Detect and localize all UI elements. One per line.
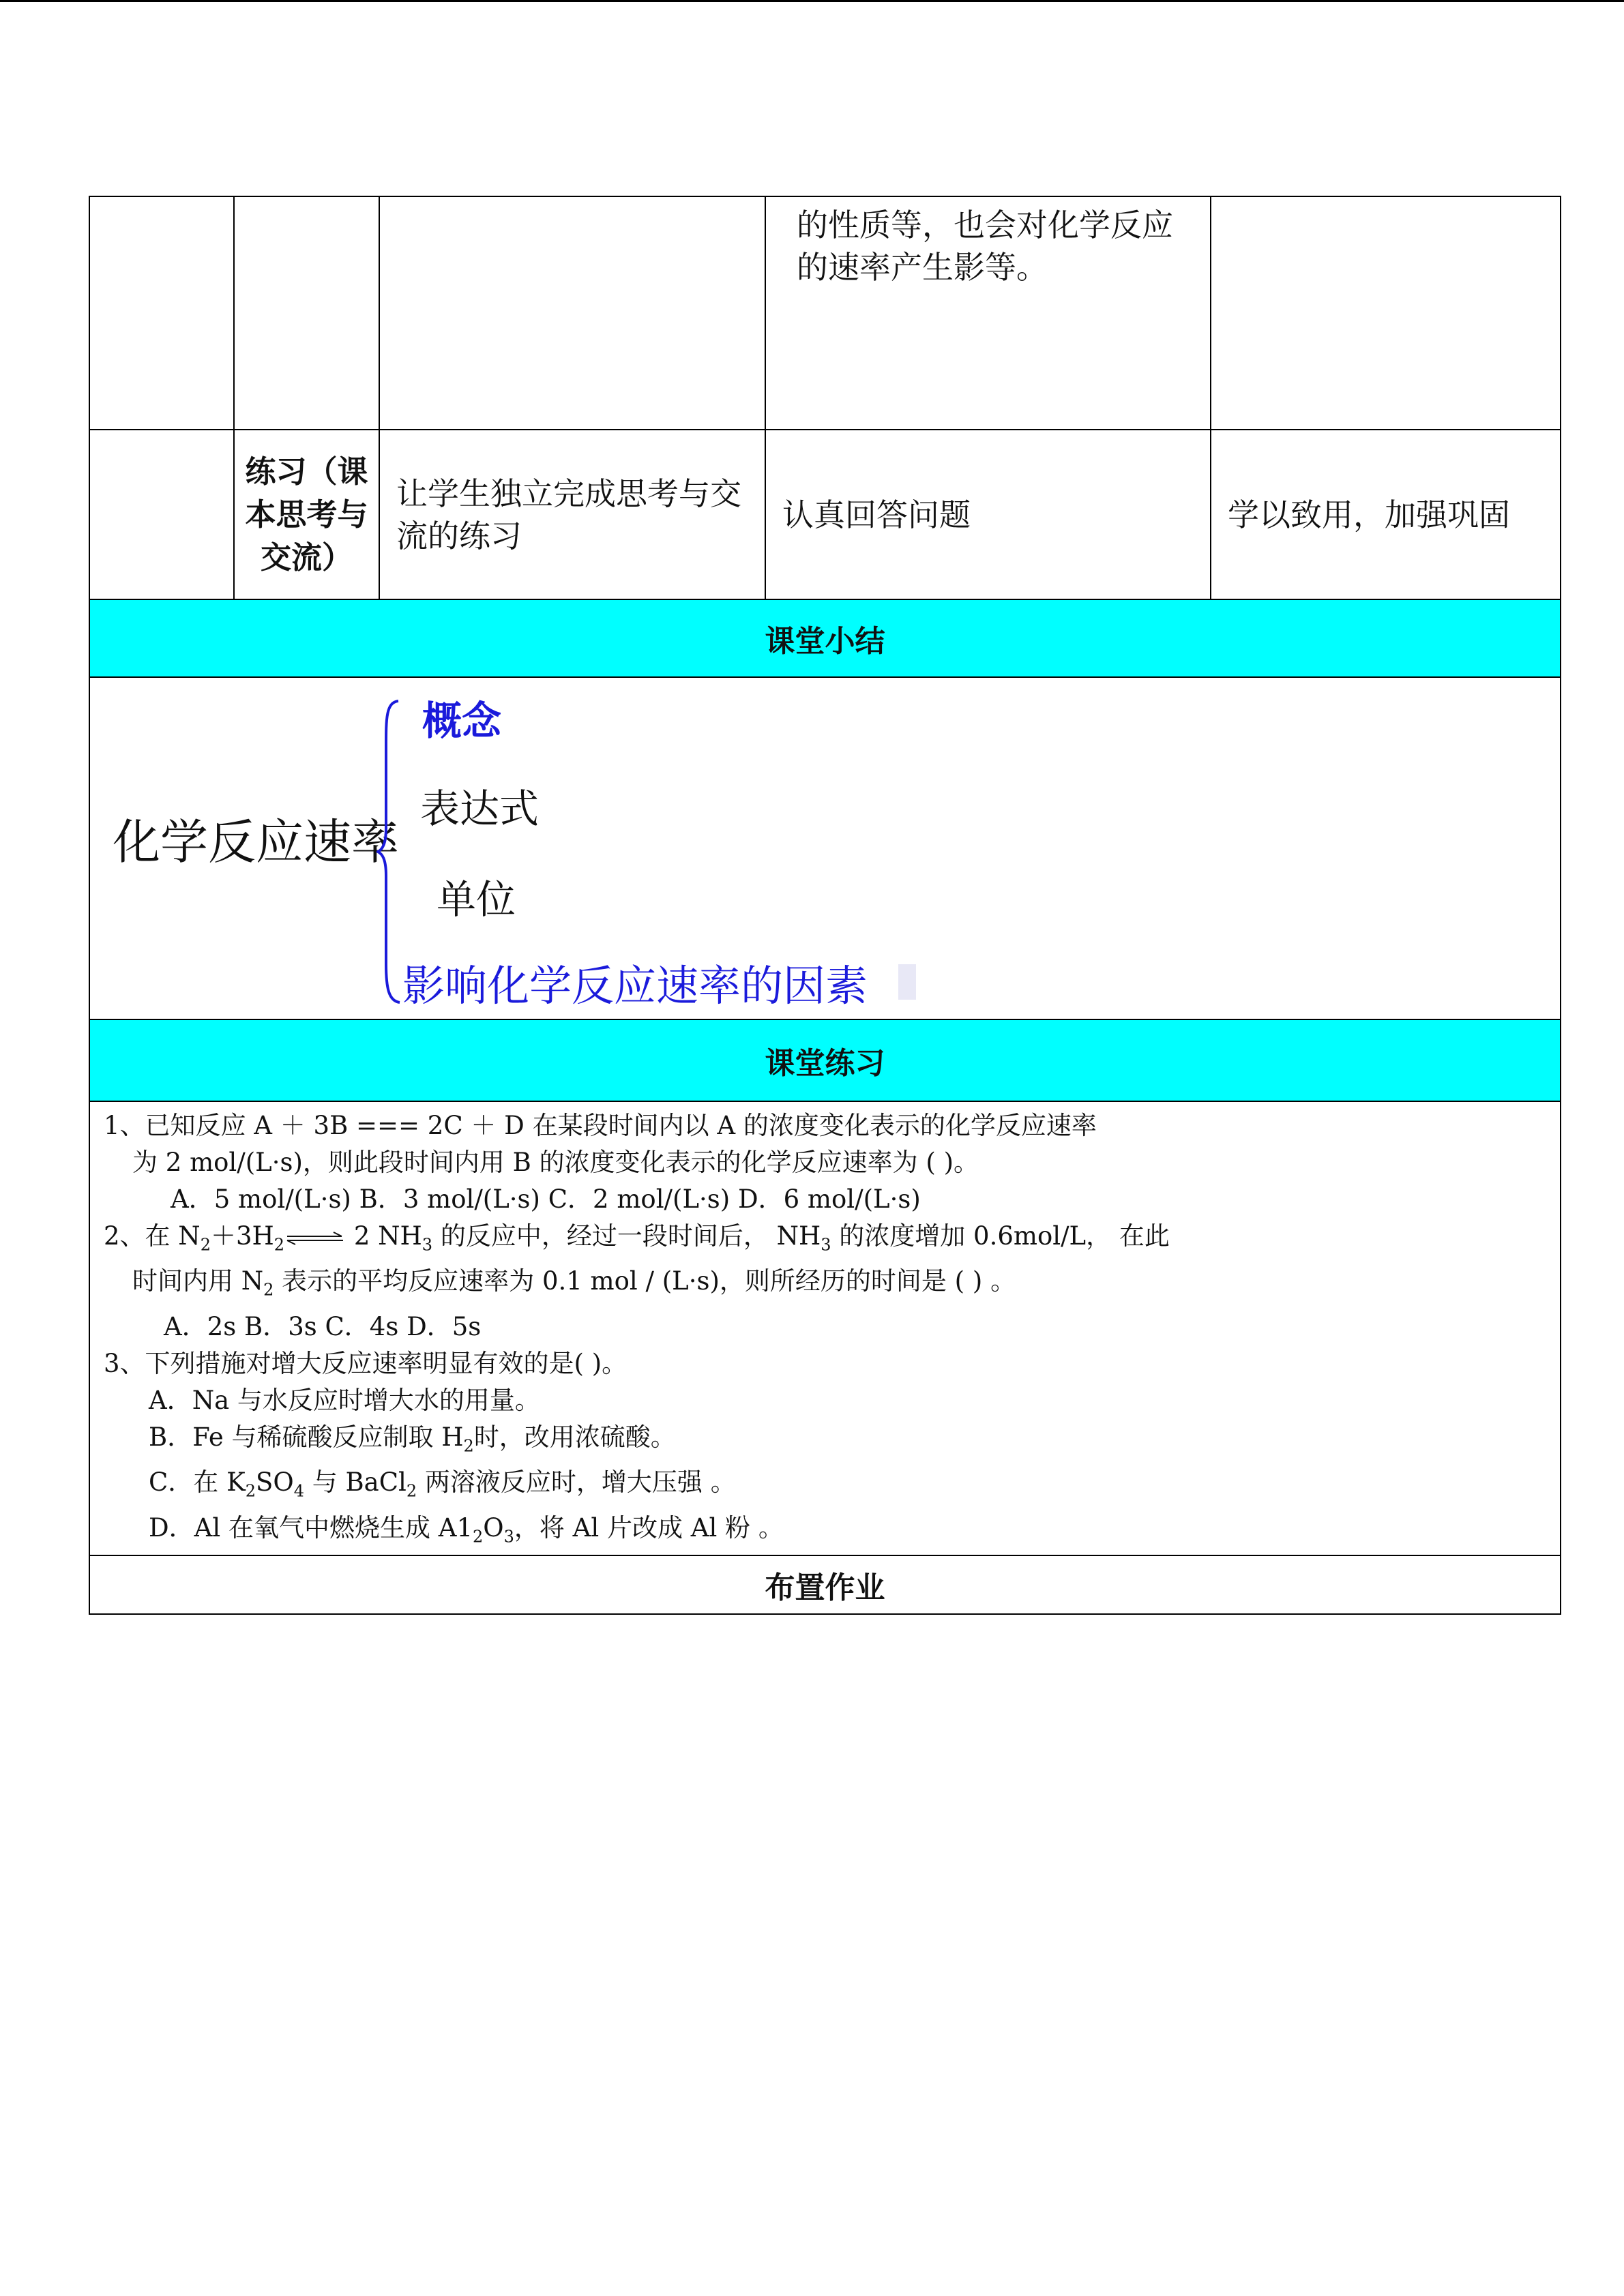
question-1-line-2: 为 2 mol/(L·s)，则此段时间内用 B 的浓度变化表示的化学反应速率为 ( )。 <box>132 1148 979 1177</box>
summary-item-factors: 影响化学反应速率的因素 <box>402 961 868 1011</box>
summary-main-topic: 化学反应速率 <box>113 814 399 870</box>
question-1-line-1: 1、已知反应 A ＋ 3B === 2C ＋ D 在某段时间内以 A 的浓度变化表示的化学反应速率 <box>104 1111 1097 1140</box>
page-top-rule <box>0 0 1624 2</box>
summary-mindmap <box>90 678 1559 1019</box>
question-1-options: A．5 mol/(L·s) B．3 mol/(L·s) C．2 mol/(L·s) D．6 mol/(L·s) <box>171 1184 921 1214</box>
question-3-option-b: B．Fe 与稀硫酸反应制取 $H_2$时，改用浓硫酸。 <box>149 1422 676 1456</box>
student-activity-text: 认真回答问题 <box>782 496 971 533</box>
teacher-activity-cell <box>379 430 765 599</box>
cell-empty <box>1211 196 1561 430</box>
exercise-cell <box>89 1101 1561 1555</box>
exercise-row <box>89 1101 1561 1555</box>
section-header-row <box>89 1019 1561 1101</box>
summary-cell <box>89 677 1561 1019</box>
student-activity-cell <box>765 196 1211 430</box>
highlight-mark <box>898 964 916 1000</box>
cell-empty <box>379 196 765 430</box>
section-header-row <box>89 1555 1561 1614</box>
question-2-options: A．2s B．3s C．4s D．5s <box>164 1311 482 1341</box>
summary-row <box>89 677 1561 1019</box>
question-3-option-c: C．在 $K_2SO_4$ 与 BaCl$_2$ 两溶液反应时，增大压强 。 <box>149 1467 736 1501</box>
equilibrium-arrow-icon <box>284 1232 346 1245</box>
question-2-line-2: 时间内用 $N_2$ 表示的平均反应速率为 0.1 mol / (L·s)，则所经历的时间是 ( ) 。 <box>132 1266 1016 1300</box>
summary-item-expression: 表达式 <box>420 786 540 832</box>
question-3-option-a: A．Na 与水反应时增大水的用量。 <box>149 1385 540 1415</box>
question-2-line-1: 2、在 $N_2+3H_2$ 2 $NH_3$ 的反应中，经过一段时间后， $NH_3$ 的浓度增加 0.6mol/L， 在此 <box>104 1221 1170 1255</box>
cell-empty <box>89 196 234 430</box>
lesson-table <box>89 196 1561 1615</box>
brace-icon <box>377 698 404 1005</box>
design-intent-cell <box>1211 430 1561 599</box>
summary-item-unit: 单位 <box>437 876 516 923</box>
student-activity-cell <box>765 430 1211 599</box>
teacher-activity-text: 让学生独立完成思考与交流的练习 <box>396 475 741 554</box>
stage-cell <box>234 430 379 599</box>
summary-header: 课堂小结 <box>89 599 1561 677</box>
table-row <box>89 196 1561 430</box>
section-header-row <box>89 599 1561 677</box>
table-row <box>89 430 1561 599</box>
design-intent-text: 学以致用，加强巩固 <box>1228 496 1510 533</box>
question-3-stem: 3、下列措施对增大反应速率明显有效的是( )。 <box>104 1348 628 1378</box>
exercise-header: 课堂练习 <box>89 1019 1561 1101</box>
student-activity-text: 的性质等，也会对化学反应的速率产生影等。 <box>797 207 1173 286</box>
exercise-list <box>90 1102 1560 1555</box>
cell-empty <box>89 430 234 599</box>
summary-item-concept: 概念 <box>422 698 502 744</box>
cell-empty <box>234 196 379 430</box>
stage-label: 练习（课本思考与交流） <box>245 453 368 576</box>
question-3-option-d: D．Al 在氧气中燃烧生成 $A1_2O_3$，将 Al 片改成 Al 粉 。 <box>149 1512 784 1546</box>
homework-header: 布置作业 <box>89 1555 1561 1614</box>
